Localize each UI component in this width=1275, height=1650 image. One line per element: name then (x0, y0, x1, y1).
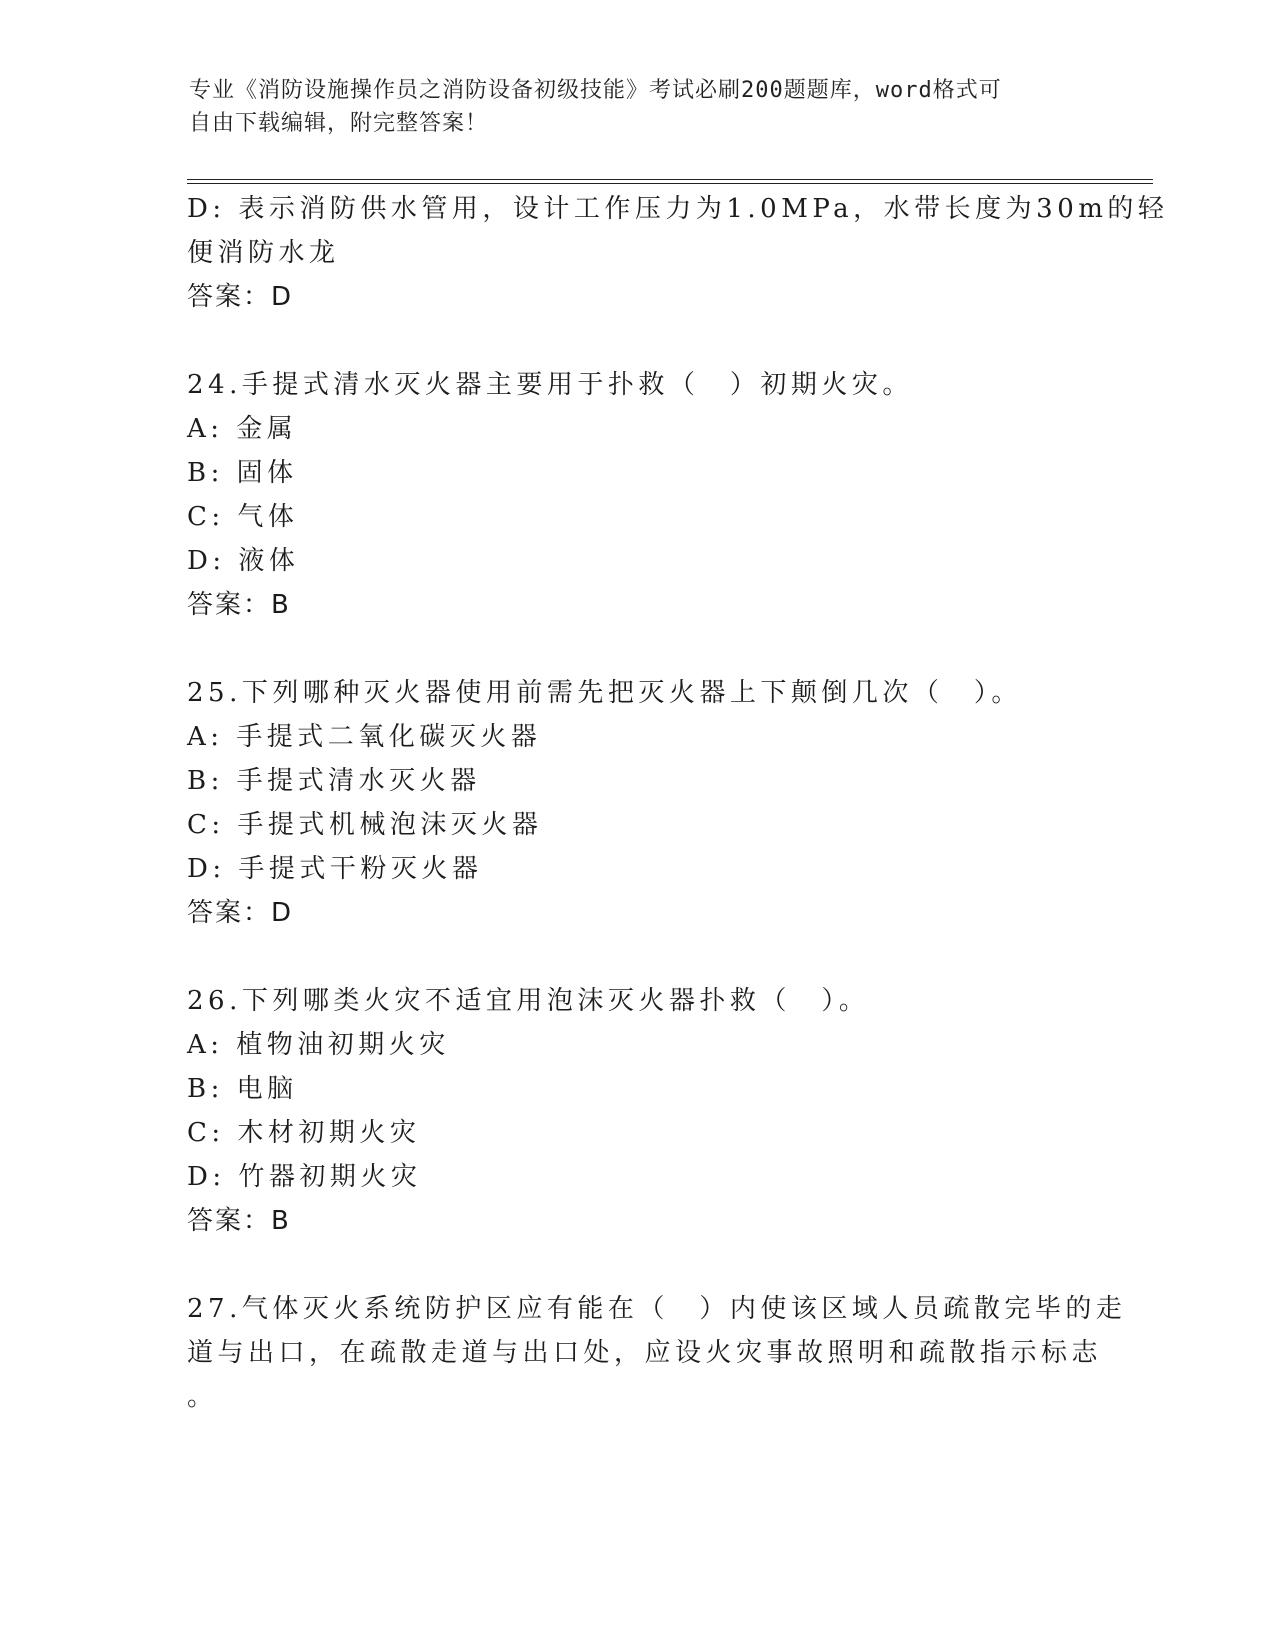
q26-option-a: A: 植物油初期火灾 (187, 1030, 450, 1060)
header-divider-bottom (187, 183, 1153, 184)
q24-option-b: B: 固体 (187, 458, 298, 488)
q25-question: 25.下列哪种灭火器使用前需先把灭火器上下颠倒几次（ ）。 (187, 678, 1022, 708)
q25-answer: 答案：D (187, 898, 294, 928)
q26-question: 26.下列哪类火灾不适宜用泡沫灭火器扑救（ ）。 (187, 986, 870, 1016)
q23-answer: 答案：D (187, 282, 294, 312)
document-header (189, 74, 1069, 140)
q24-option-a: A: 金属 (187, 414, 298, 444)
q24-answer: 答案：B (187, 590, 291, 620)
header-line-1: 专业《消防设施操作员之消防设备初级技能》考试必刷200题题库，word格式可 (189, 78, 1002, 103)
q26-option-d: D: 竹器初期火灾 (187, 1162, 422, 1192)
q23-option-d-line-2: 便消防水龙 (187, 238, 340, 268)
q24-question: 24.手提式清水灭火器主要用于扑救（ ）初期火灾。 (187, 370, 913, 400)
q27-question-line-3: 。 (187, 1382, 218, 1412)
q25-option-c: C: 手提式机械泡沫灭火器 (187, 810, 543, 840)
q25-option-a: A: 手提式二氧化碳灭火器 (187, 722, 542, 752)
q25-option-b: B: 手提式清水灭火器 (187, 766, 481, 796)
q26-answer: 答案：B (187, 1206, 291, 1236)
q27-question-line-1: 27.气体灭火系统防护区应有能在（ ）内使该区域人员疏散完毕的走 (187, 1294, 1127, 1324)
q26-option-b: B: 电脑 (187, 1074, 298, 1104)
q24-option-d: D: 液体 (187, 546, 300, 576)
q24-option-c: C: 气体 (187, 502, 299, 532)
q26-option-c: C: 木材初期火灾 (187, 1118, 421, 1148)
header-line-2: 自由下载编辑，附完整答案！ (189, 111, 489, 136)
q23-option-d-line-1: D: 表示消防供水管用，设计工作压力为1.0MPa，水带长度为30m的轻 (187, 194, 1169, 224)
header-divider-top (187, 179, 1153, 180)
q25-option-d: D: 手提式干粉灭火器 (187, 854, 483, 884)
q27-question-line-2: 道与出口，在疏散走道与出口处，应设火灾事故照明和疏散指示标志 (187, 1338, 1103, 1368)
